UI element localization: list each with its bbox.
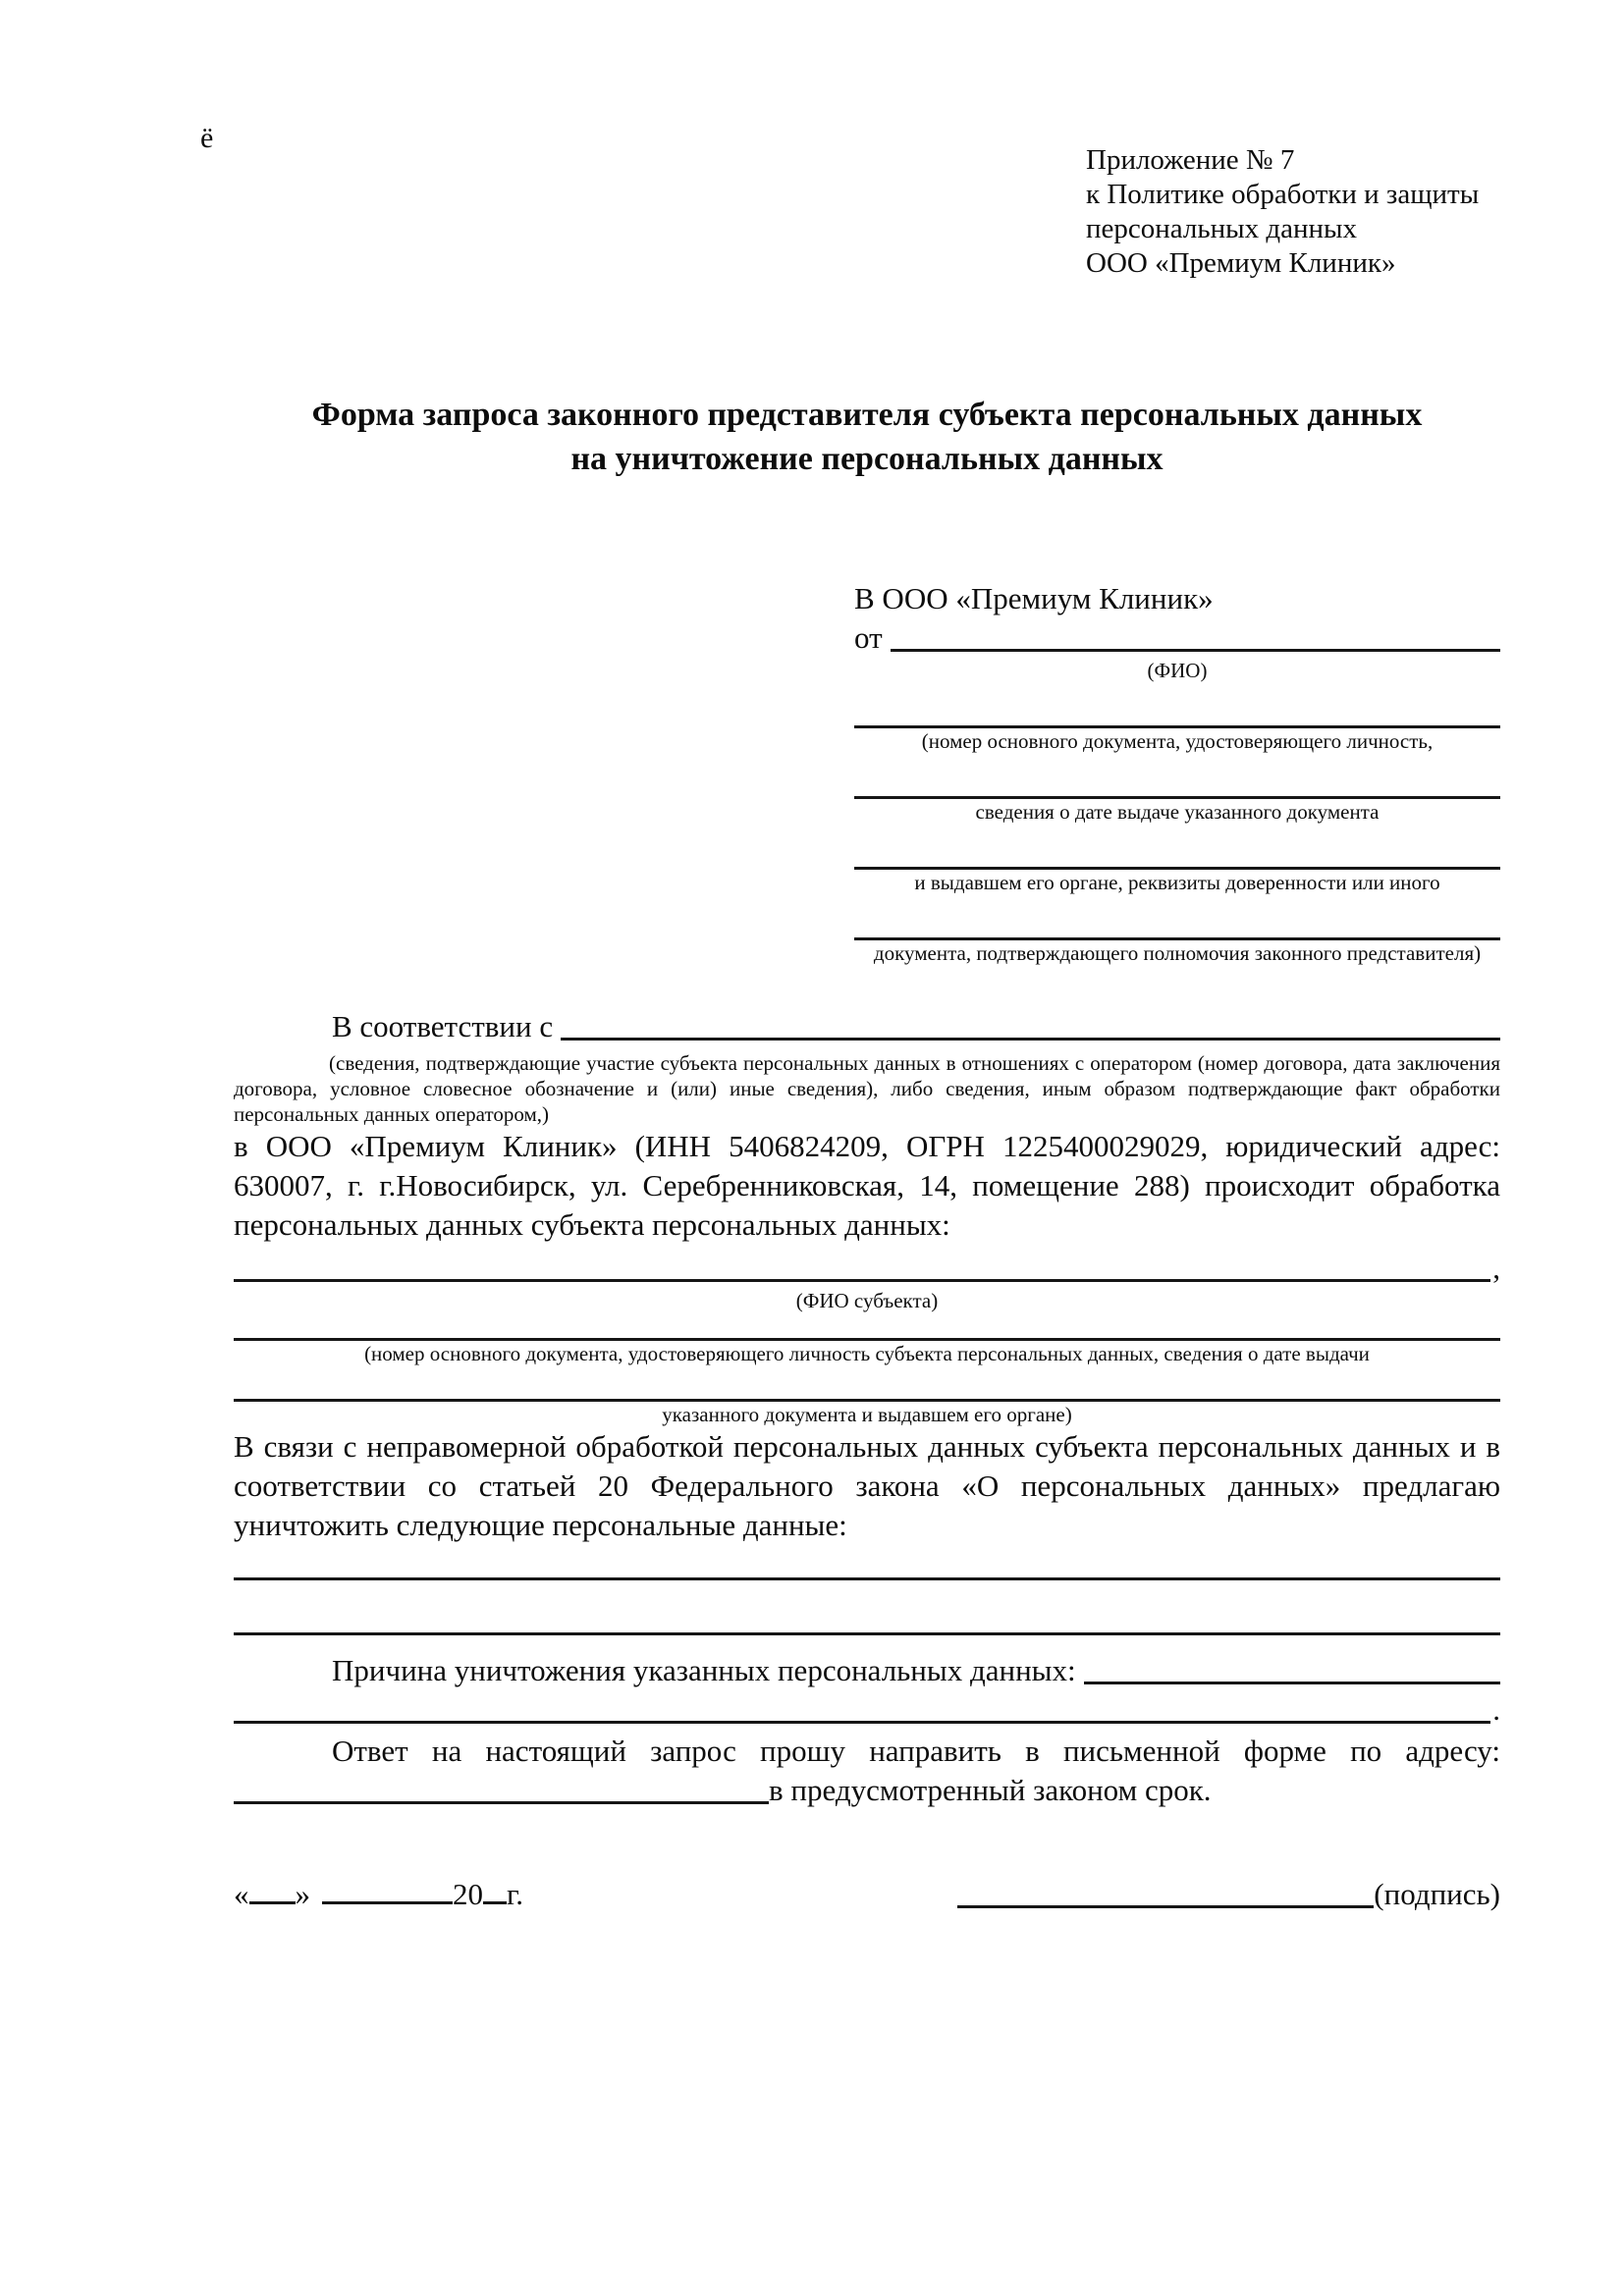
signature-field <box>957 1875 1500 1914</box>
representative-doc-caption-2: сведения о дате выдаче указанного документа <box>975 800 1380 824</box>
representative-doc-caption-1: (номер основного документа, удостоверяющего личность, <box>921 729 1434 753</box>
reason-field-row <box>234 1651 1500 1690</box>
subject-doc-blank-line-1 <box>234 1313 1500 1341</box>
appendix-line-4: ООО «Премиум Клиник» <box>1086 247 1396 279</box>
subject-fio-caption: (ФИО субъекта) <box>795 1289 939 1312</box>
date-close-quote: » <box>295 1877 310 1911</box>
subject-doc-caption-2: указанного документа и выдавшем его органе) <box>662 1403 1072 1426</box>
representative-doc-blank-line-2 <box>854 772 1500 799</box>
trailing-period: . <box>1492 1692 1500 1727</box>
footer-row <box>234 1875 1500 1914</box>
reply-address-blank-line <box>234 1775 769 1804</box>
accordance-blank-line <box>561 1011 1500 1041</box>
reason-blank-line <box>1084 1655 1500 1684</box>
accordance-caption: (сведения, подтверждающие участие субъекта персональных данных в отношениях с оператором (номер договора, дата заключения договора, условное словесное обозначение и (или) иные сведения), либо сведения, иным образом подтверждающие факт обработки персональных данных оператором,) <box>234 1051 1500 1126</box>
demand-paragraph: В связи с неправомерной обработкой персональных данных субъекта персональных данных и в соответствии со статьей 20 Федерального закона «О персональных данных» предлагаю уничтожить следующие персональные данные: <box>234 1429 1500 1542</box>
appendix-line-3: персональных данных <box>1086 213 1358 244</box>
signature-blank-line <box>957 1879 1374 1908</box>
stray-char: ё <box>200 122 214 154</box>
addressee-to: В ООО «Премиум Клиник» <box>854 581 1214 615</box>
from-blank-line <box>891 622 1500 652</box>
date-field <box>234 1875 523 1914</box>
reply-tail-text: в предусмотренный законом срок. <box>769 1773 1212 1807</box>
addressee-block <box>854 579 1500 966</box>
date-year-prefix: 20 <box>453 1877 483 1911</box>
reason-label: Причина уничтожения указанных персональных данных: <box>332 1653 1076 1687</box>
representative-doc-blank-line-3 <box>854 842 1500 870</box>
data-list-blank-line-2 <box>234 1608 1500 1635</box>
representative-doc-blank-line-1 <box>854 701 1500 728</box>
accordance-label: В соответствии с <box>332 1009 554 1043</box>
subject-doc-blank-line-2 <box>234 1374 1500 1402</box>
representative-doc-blank-line-4 <box>854 913 1500 940</box>
appendix-line-1: Приложение № 7 <box>1086 144 1295 176</box>
fio-caption: (ФИО) <box>1147 659 1208 682</box>
subject-doc-caption-1: (номер основного документа, удостоверяющего личность субъекта персональных данных, сведения о дате выдачи <box>364 1342 1370 1365</box>
accordance-field-row <box>234 1007 1500 1046</box>
date-month-blank <box>322 1877 453 1904</box>
document-title-line-2: на уничтожение персональных данных <box>570 441 1164 477</box>
subject-fio-blank-line <box>234 1253 1490 1282</box>
date-day-blank <box>249 1877 296 1904</box>
appendix-line-2: к Политике обработки и защиты <box>1086 179 1480 210</box>
trailing-comma: , <box>1492 1251 1500 1285</box>
appendix-header-block <box>1086 143 1500 281</box>
reason-blank-line-2 <box>234 1694 1490 1724</box>
date-open-quote: « <box>234 1877 249 1911</box>
reply-address-row <box>234 1771 1500 1810</box>
representative-doc-caption-4: документа, подтверждающего полномочия законного представителя) <box>873 941 1482 965</box>
date-year-suffix: г. <box>507 1877 523 1911</box>
from-field-row <box>854 618 1500 658</box>
signature-caption: (подпись) <box>1374 1877 1500 1911</box>
document-title <box>234 393 1500 481</box>
subject-fio-field-row <box>234 1249 1500 1288</box>
reason-continuation-row <box>234 1690 1500 1730</box>
data-list-blank-line-1 <box>234 1553 1500 1580</box>
operator-paragraph: в ООО «Премиум Клиник» (ИНН 5406824209, ОГРН 1225400029029, юридический адрес: 630007, г. г.Новосибирск, ул. Серебренниковская, 14, помещение 288) происходит обработка персональных данных субъекта персональных данных: <box>234 1129 1500 1242</box>
document-title-line-1: Форма запроса законного представителя субъекта персональных данных <box>311 397 1423 433</box>
reply-paragraph: Ответ на настоящий запрос прошу направить в письменной форме по адресу: <box>332 1734 1500 1768</box>
from-label: от <box>854 620 883 655</box>
representative-doc-caption-3: и выдавшем его органе, реквизиты доверенности или иного <box>914 871 1440 894</box>
date-year-blank <box>483 1877 507 1904</box>
